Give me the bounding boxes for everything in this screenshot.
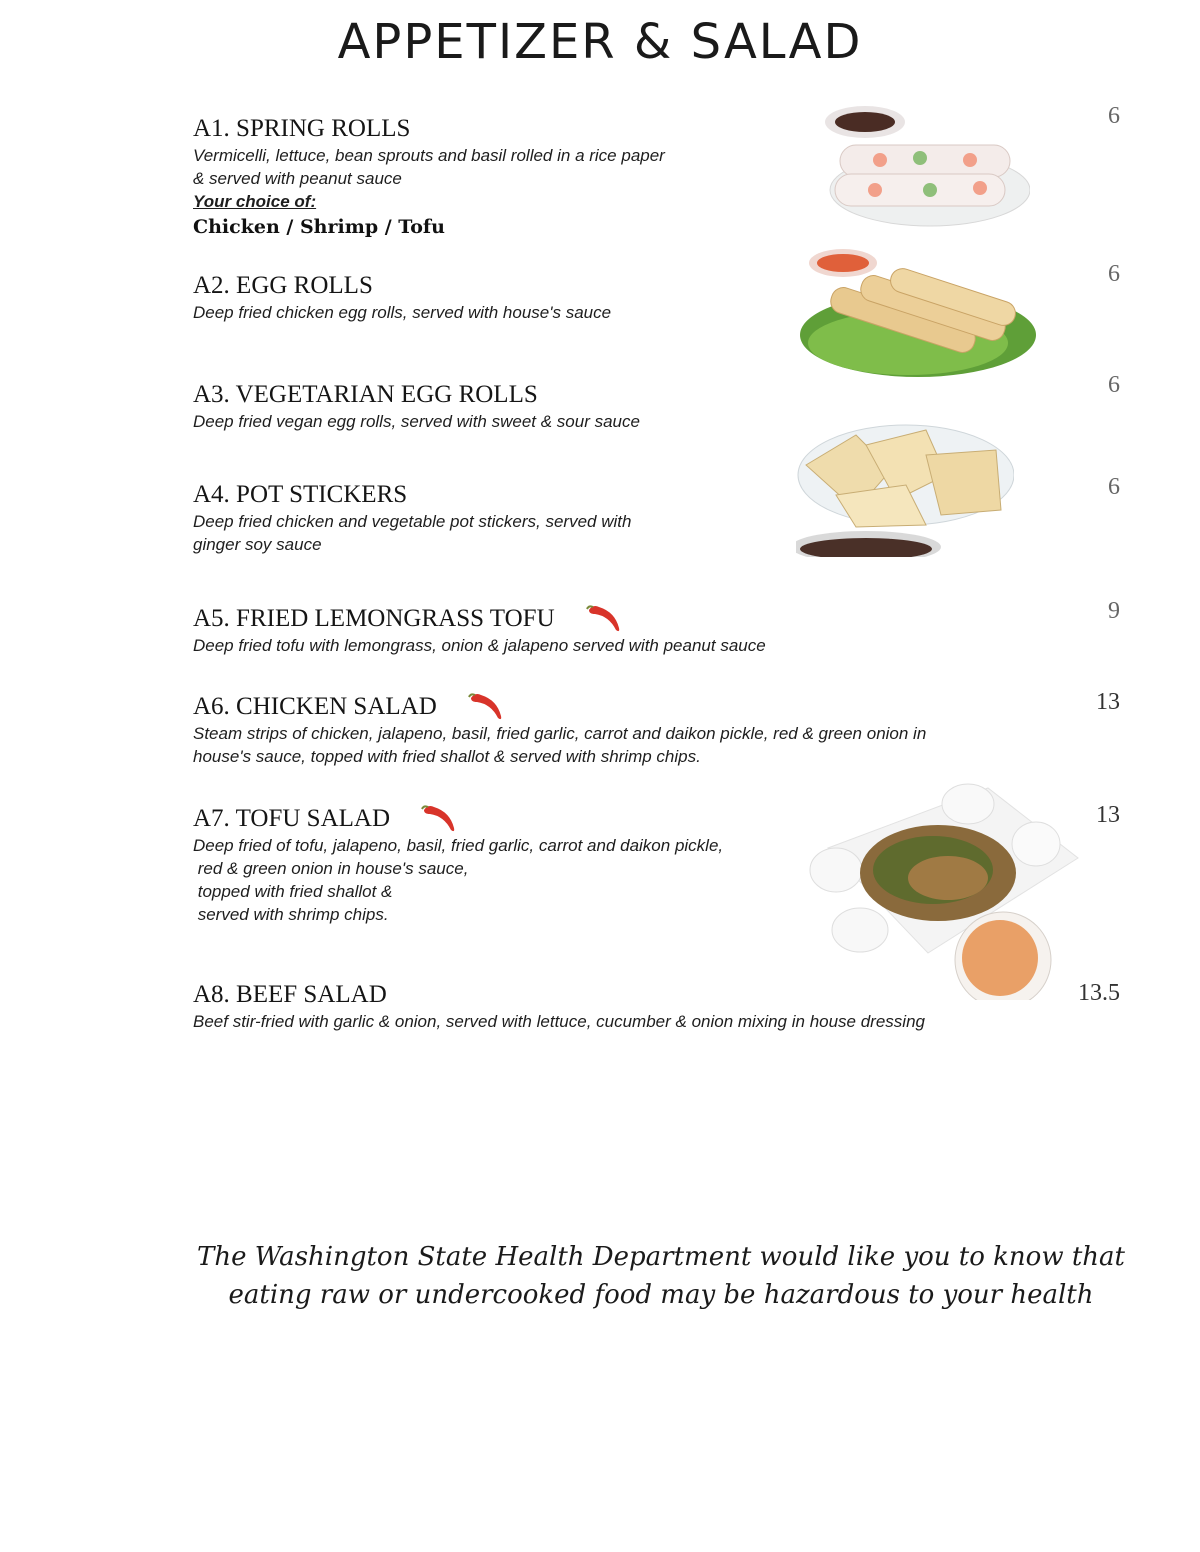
item-description-line: Deep fried of tofu, jalapeno, basil, fried garlic, carrot and daikon pickle,: [193, 836, 724, 855]
menu-item-a6: [193, 692, 926, 768]
health-notice-line: The Washington State Health Department would like you to know that: [196, 1242, 1125, 1272]
menu-item-a3: [193, 380, 640, 433]
item-description-line: & served with peanut sauce: [193, 169, 402, 188]
item-price: 9: [1108, 598, 1120, 624]
protein-choices: Chicken / Shrimp / Tofu: [193, 216, 445, 238]
item-name: A4. POT STICKERS: [193, 481, 408, 508]
chili-pepper-icon: [467, 692, 507, 722]
item-description-line: Vermicelli, lettuce, bean sprouts and basil rolled in a rice paper: [193, 146, 665, 165]
item-name: A2. EGG ROLLS: [193, 272, 373, 299]
item-name: A3. VEGETARIAN EGG ROLLS: [193, 381, 538, 408]
menu-item-a2: [193, 271, 611, 324]
item-name: A6. CHICKEN SALAD: [193, 693, 437, 720]
item-price: 13: [1096, 802, 1120, 828]
item-description-line: Beef stir-fried with garlic & onion, served with lettuce, cucumber & onion mixing in house dressing: [193, 1012, 925, 1031]
page-title: APPETIZER & SALAD: [337, 14, 863, 70]
item-description-line: topped with fried shallot &: [193, 882, 393, 901]
menu-item-a4: [193, 480, 631, 556]
item-name-row: [193, 604, 766, 634]
item-description-line: red & green onion in house's sauce,: [193, 859, 469, 878]
pot-stickers-photo: [796, 415, 1014, 557]
item-description-line: served with shrimp chips.: [193, 905, 389, 924]
menu-item-a8: [193, 980, 925, 1033]
item-name: A1. SPRING ROLLS: [193, 115, 411, 142]
item-name: A7. TOFU SALAD: [193, 805, 391, 832]
menu-item-a7: [193, 804, 723, 926]
item-name-row: [193, 692, 926, 722]
item-description-line: house's sauce, topped with fried shallot & served with shrimp chips.: [193, 747, 701, 766]
item-description-line: Deep fried vegan egg rolls, served with sweet & sour sauce: [193, 412, 640, 431]
item-name-row: [193, 804, 723, 834]
tofu-salad-photo: [808, 778, 1080, 1000]
item-price: 13.5: [1078, 980, 1120, 1006]
item-description-line: Deep fried chicken egg rolls, served with house's sauce: [193, 303, 612, 322]
item-description-line: ginger soy sauce: [193, 535, 322, 554]
choice-label: Your choice of:: [193, 192, 317, 211]
health-notice-line: eating raw or undercooked food may be hazardous to your health: [228, 1280, 1094, 1310]
egg-rolls-photo: [798, 245, 1043, 385]
item-price: 6: [1108, 103, 1120, 129]
menu-item-a1: [193, 114, 665, 241]
chili-pepper-icon: [585, 604, 625, 634]
item-price: 6: [1108, 372, 1120, 398]
item-price: 6: [1108, 261, 1120, 287]
item-description-line: Deep fried chicken and vegetable pot stickers, served with: [193, 512, 632, 531]
item-name: A8. BEEF SALAD: [193, 981, 387, 1008]
item-description-line: Deep fried tofu with lemongrass, onion & jalapeno served with peanut sauce: [193, 636, 766, 655]
item-description-line: Steam strips of chicken, jalapeno, basil, fried garlic, carrot and daikon pickle, red & green onion in: [193, 724, 927, 743]
item-name: A5. FRIED LEMONGRASS TOFU: [193, 605, 555, 632]
chili-pepper-icon: [420, 804, 460, 834]
item-price: 6: [1108, 474, 1120, 500]
item-price: 13: [1096, 689, 1120, 715]
menu-item-a5: [193, 604, 766, 657]
spring-rolls-photo: [820, 100, 1030, 230]
health-notice: [61, 1238, 1200, 1314]
